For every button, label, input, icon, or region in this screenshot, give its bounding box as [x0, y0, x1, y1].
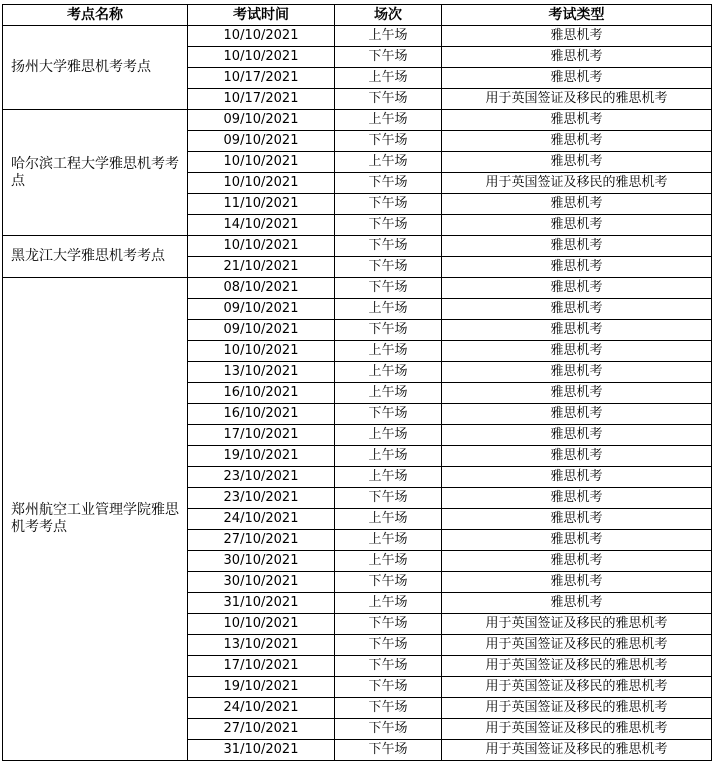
date-cell: 10/10/2021 [188, 341, 335, 362]
session-cell: 上午场 [335, 341, 442, 362]
exam-type-cell: 用于英国签证及移民的雅思机考 [442, 677, 712, 698]
date-cell: 09/10/2021 [188, 110, 335, 131]
session-cell: 下午场 [335, 488, 442, 509]
header-row [3, 5, 712, 26]
date-cell: 10/10/2021 [188, 47, 335, 68]
date-cell: 24/10/2021 [188, 698, 335, 719]
session-cell: 上午场 [335, 593, 442, 614]
date-cell: 19/10/2021 [188, 677, 335, 698]
header-venue: 考点名称 [3, 5, 188, 26]
session-cell: 上午场 [335, 26, 442, 47]
exam-type-cell: 用于英国签证及移民的雅思机考 [442, 656, 712, 677]
session-cell: 下午场 [335, 656, 442, 677]
session-cell: 下午场 [335, 173, 442, 194]
exam-type-cell: 雅思机考 [442, 215, 712, 236]
exam-type-cell: 雅思机考 [442, 257, 712, 278]
session-cell: 下午场 [335, 698, 442, 719]
exam-type-cell: 用于英国签证及移民的雅思机考 [442, 89, 712, 110]
exam-type-cell: 雅思机考 [442, 467, 712, 488]
header-type: 考试类型 [442, 5, 712, 26]
session-cell: 下午场 [335, 278, 442, 299]
date-cell: 10/10/2021 [188, 26, 335, 47]
exam-type-cell: 雅思机考 [442, 383, 712, 404]
date-cell: 13/10/2021 [188, 635, 335, 656]
session-cell: 上午场 [335, 68, 442, 89]
exam-type-cell: 雅思机考 [442, 236, 712, 257]
exam-type-cell: 雅思机考 [442, 278, 712, 299]
exam-type-cell: 用于英国签证及移民的雅思机考 [442, 719, 712, 740]
session-cell: 上午场 [335, 530, 442, 551]
exam-type-cell: 雅思机考 [442, 593, 712, 614]
session-cell: 上午场 [335, 383, 442, 404]
session-cell: 上午场 [335, 362, 442, 383]
exam-type-cell: 雅思机考 [442, 572, 712, 593]
table-row [3, 110, 712, 131]
exam-type-cell: 雅思机考 [442, 551, 712, 572]
date-cell: 14/10/2021 [188, 215, 335, 236]
exam-type-cell: 雅思机考 [442, 194, 712, 215]
date-cell: 17/10/2021 [188, 425, 335, 446]
date-cell: 10/10/2021 [188, 614, 335, 635]
session-cell: 上午场 [335, 551, 442, 572]
date-cell: 10/17/2021 [188, 68, 335, 89]
session-cell: 下午场 [335, 131, 442, 152]
venue-name-cell: 哈尔滨工程大学雅思机考考点 [3, 110, 188, 236]
exam-type-cell: 雅思机考 [442, 47, 712, 68]
exam-schedule-table [2, 4, 712, 761]
date-cell: 23/10/2021 [188, 488, 335, 509]
table-row [3, 26, 712, 47]
schedule-body [3, 26, 712, 761]
session-cell: 上午场 [335, 152, 442, 173]
exam-type-cell: 用于英国签证及移民的雅思机考 [442, 698, 712, 719]
date-cell: 31/10/2021 [188, 593, 335, 614]
session-cell: 下午场 [335, 320, 442, 341]
session-cell: 下午场 [335, 194, 442, 215]
date-cell: 09/10/2021 [188, 131, 335, 152]
exam-type-cell: 雅思机考 [442, 488, 712, 509]
session-cell: 下午场 [335, 572, 442, 593]
date-cell: 16/10/2021 [188, 404, 335, 425]
date-cell: 13/10/2021 [188, 362, 335, 383]
date-cell: 27/10/2021 [188, 719, 335, 740]
table-row [3, 278, 712, 299]
date-cell: 23/10/2021 [188, 467, 335, 488]
date-cell: 24/10/2021 [188, 509, 335, 530]
session-cell: 上午场 [335, 509, 442, 530]
exam-type-cell: 用于英国签证及移民的雅思机考 [442, 173, 712, 194]
date-cell: 10/10/2021 [188, 173, 335, 194]
session-cell: 下午场 [335, 236, 442, 257]
date-cell: 10/17/2021 [188, 89, 335, 110]
date-cell: 31/10/2021 [188, 740, 335, 761]
date-cell: 19/10/2021 [188, 446, 335, 467]
exam-type-cell: 雅思机考 [442, 320, 712, 341]
table-row [3, 236, 712, 257]
session-cell: 上午场 [335, 425, 442, 446]
session-cell: 下午场 [335, 47, 442, 68]
session-cell: 下午场 [335, 614, 442, 635]
session-cell: 下午场 [335, 719, 442, 740]
exam-type-cell: 雅思机考 [442, 299, 712, 320]
session-cell: 上午场 [335, 110, 442, 131]
venue-name-cell: 郑州航空工业管理学院雅思机考考点 [3, 278, 188, 761]
exam-type-cell: 雅思机考 [442, 425, 712, 446]
exam-type-cell: 雅思机考 [442, 446, 712, 467]
session-cell: 上午场 [335, 467, 442, 488]
session-cell: 下午场 [335, 740, 442, 761]
date-cell: 16/10/2021 [188, 383, 335, 404]
date-cell: 09/10/2021 [188, 299, 335, 320]
date-cell: 21/10/2021 [188, 257, 335, 278]
exam-type-cell: 雅思机考 [442, 26, 712, 47]
exam-type-cell: 雅思机考 [442, 404, 712, 425]
exam-type-cell: 用于英国签证及移民的雅思机考 [442, 635, 712, 656]
date-cell: 27/10/2021 [188, 530, 335, 551]
session-cell: 上午场 [335, 446, 442, 467]
session-cell: 下午场 [335, 89, 442, 110]
exam-type-cell: 雅思机考 [442, 110, 712, 131]
exam-type-cell: 雅思机考 [442, 68, 712, 89]
date-cell: 09/10/2021 [188, 320, 335, 341]
date-cell: 08/10/2021 [188, 278, 335, 299]
header-session: 场次 [335, 5, 442, 26]
date-cell: 10/10/2021 [188, 152, 335, 173]
exam-type-cell: 雅思机考 [442, 131, 712, 152]
exam-type-cell: 雅思机考 [442, 509, 712, 530]
exam-type-cell: 用于英国签证及移民的雅思机考 [442, 740, 712, 761]
session-cell: 下午场 [335, 635, 442, 656]
date-cell: 30/10/2021 [188, 551, 335, 572]
venue-name-cell: 扬州大学雅思机考考点 [3, 26, 188, 110]
date-cell: 30/10/2021 [188, 572, 335, 593]
exam-type-cell: 雅思机考 [442, 362, 712, 383]
exam-type-cell: 雅思机考 [442, 530, 712, 551]
session-cell: 下午场 [335, 677, 442, 698]
date-cell: 10/10/2021 [188, 236, 335, 257]
session-cell: 上午场 [335, 299, 442, 320]
session-cell: 下午场 [335, 215, 442, 236]
session-cell: 下午场 [335, 404, 442, 425]
header-date: 考试时间 [188, 5, 335, 26]
venue-name-cell: 黑龙江大学雅思机考考点 [3, 236, 188, 278]
exam-type-cell: 用于英国签证及移民的雅思机考 [442, 614, 712, 635]
date-cell: 17/10/2021 [188, 656, 335, 677]
session-cell: 下午场 [335, 257, 442, 278]
date-cell: 11/10/2021 [188, 194, 335, 215]
exam-type-cell: 雅思机考 [442, 341, 712, 362]
exam-type-cell: 雅思机考 [442, 152, 712, 173]
